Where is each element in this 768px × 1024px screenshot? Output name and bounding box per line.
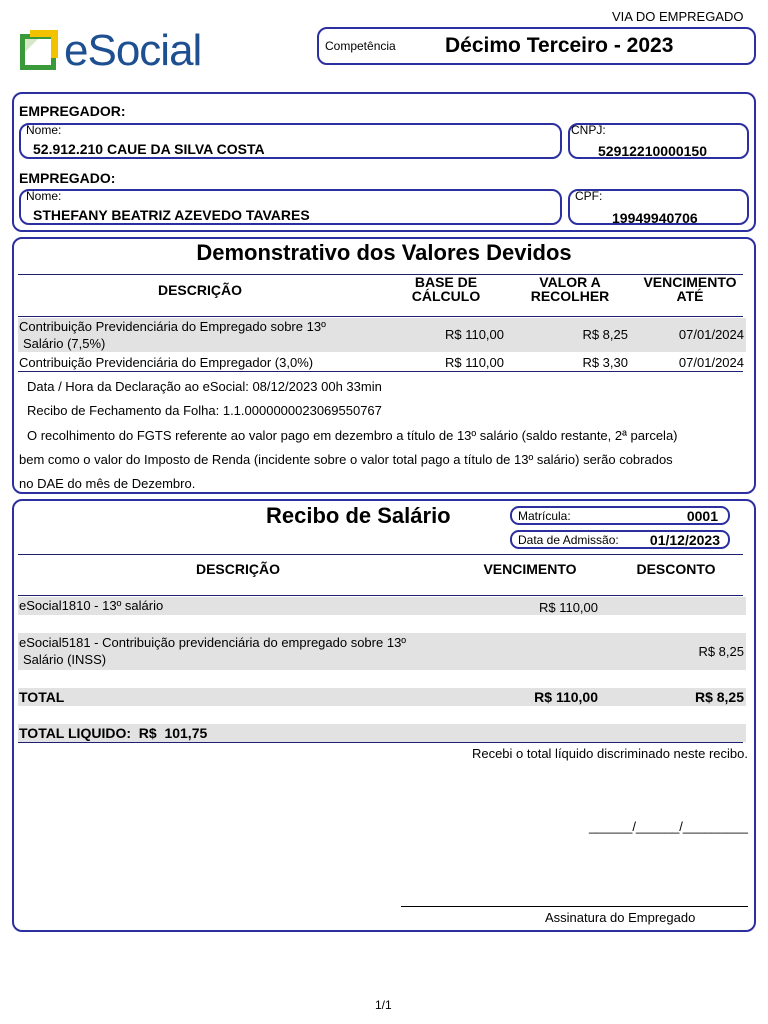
recibo-row2-desconto: R$ 8,25 <box>698 644 744 659</box>
cnpj-label: CNPJ: <box>571 123 606 137</box>
demo-col-valor-line1: VALOR A <box>539 274 601 290</box>
demo-row1-base: R$ 110,00 <box>444 327 504 342</box>
cpf-label: CPF: <box>575 189 603 203</box>
matricula-value: 0001 <box>686 508 718 524</box>
recibo-col-desconto: DESCONTO <box>636 561 716 577</box>
demo-col-venc-line2: ATÉ <box>676 288 704 304</box>
data-hora-declaracao: Data / Hora da Declaração ao eSocial: 08/12/2023 00h 33min <box>27 379 382 394</box>
cnpj-value: 52912210000150 <box>598 143 708 159</box>
demo-col-base-line2: CÁLCULO <box>411 288 481 304</box>
recibo-col-vencimento: VENCIMENTO <box>483 561 577 577</box>
demo-col-valor <box>510 275 630 303</box>
admissao-label: Data de Admissão: <box>518 533 619 547</box>
empregador-label: EMPREGADOR: <box>19 103 126 119</box>
demo-row1-valor: R$ 8,25 <box>582 327 628 342</box>
recibo-header-top-line <box>18 554 743 555</box>
empregado-nome-label: Nome: <box>26 189 62 203</box>
total-liquido-bottom-line <box>18 742 743 743</box>
recebi-text: Recebi o total líquido discriminado neste recibo. <box>471 746 748 761</box>
demo-row1-desc-line1: Contribuição Previdenciária do Empregado sobre 13º <box>19 319 326 334</box>
demonstrativo-header-bottom-line <box>18 316 743 317</box>
admissao-value: 01/12/2023 <box>649 532 720 548</box>
cpf-value: 19949940706 <box>612 210 698 226</box>
demo-col-venc <box>634 275 746 303</box>
empregado-label: EMPREGADO: <box>19 170 116 186</box>
empregador-nome-box <box>19 123 562 159</box>
total-liquido: TOTAL LIQUIDO: R$ 101,75 <box>19 725 208 741</box>
cnpj-box <box>568 123 749 159</box>
fgts-note-line2: bem como o valor do Imposto de Renda (incidente sobre o valor total pago a título de 13º salário) serão cobrados <box>19 452 673 467</box>
assinatura-label: Assinatura do Empregado <box>545 910 696 925</box>
demo-col-valor-line2: RECOLHER <box>530 288 610 304</box>
demonstrativo-title: Demonstrativo dos Valores Devidos <box>196 240 572 265</box>
recibo-col-descricao: DESCRIÇÃO <box>195 561 280 577</box>
page-number: 1/1 <box>375 998 392 1012</box>
demo-row1-desc <box>19 318 326 352</box>
recibo-row2-desc-line1: eSocial5181 - Contribuição previdenciária do empregado sobre 13º <box>19 635 407 650</box>
empregador-nome: 52.912.210 CAUE DA SILVA COSTA <box>33 141 265 157</box>
logo-text: eSocial <box>64 26 202 75</box>
empregador-nome-label: Nome: <box>26 123 62 137</box>
copy-label: VIA DO EMPREGADO <box>612 9 744 24</box>
demo-col-base <box>386 275 506 303</box>
demo-row1-desc-line2: Salário (7,5%) <box>23 336 106 351</box>
demo-row2-venc: 07/01/2024 <box>678 355 744 370</box>
admissao-box <box>510 530 730 549</box>
recibo-row1-vencimento: R$ 110,00 <box>538 600 598 615</box>
demo-col-venc-line1: VENCIMENTO <box>643 274 737 290</box>
cpf-box <box>568 189 749 225</box>
esocial-logo <box>18 26 202 76</box>
empregado-nome: STHEFANY BEATRIZ AZEVEDO TAVARES <box>33 207 310 223</box>
competencia-box <box>317 27 756 65</box>
competencia-label: Competência <box>325 39 396 53</box>
date-line: ______/______/_________ <box>588 819 748 834</box>
esocial-logo-icon <box>18 28 64 72</box>
total-desconto: R$ 8,25 <box>694 689 744 705</box>
recibo-salario-title: Recibo de Salário <box>266 503 451 528</box>
empregado-nome-box <box>19 189 562 225</box>
competencia-value: Décimo Terceiro - 2023 <box>445 34 674 57</box>
total-vencimento: R$ 110,00 <box>534 689 598 705</box>
recibo-row1-desc: eSocial1810 - 13º salário <box>19 598 164 613</box>
demo-row1-venc: 07/01/2024 <box>678 327 744 342</box>
recibo-row2-desc <box>19 634 406 668</box>
matricula-label: Matrícula: <box>518 509 571 523</box>
matricula-box <box>510 506 730 525</box>
recibo-fechamento: Recibo de Fechamento da Folha: 1.1.0000000023069550767 <box>27 403 382 418</box>
demo-row2-valor: R$ 3,30 <box>582 355 628 370</box>
fgts-note-line3: no DAE do mês de Dezembro. <box>19 476 196 491</box>
signature-line <box>401 906 748 907</box>
demo-row2-base: R$ 110,00 <box>444 355 504 370</box>
demonstrativo-rows-bottom-line <box>18 371 743 372</box>
total-label: TOTAL <box>19 689 65 705</box>
demo-row2-desc: Contribuição Previdenciária do Empregador (3,0%) <box>19 355 314 370</box>
fgts-note-line1: O recolhimento do FGTS referente ao valor pago em dezembro a título de 13º salário (saldo restante, 2ª parcela) <box>27 428 678 443</box>
demo-col-descricao: DESCRIÇÃO <box>157 282 242 298</box>
recibo-header-bottom-line <box>18 595 743 596</box>
recibo-row2-desc-line2: Salário (INSS) <box>23 652 107 667</box>
demo-col-base-line1: BASE DE <box>414 274 478 290</box>
